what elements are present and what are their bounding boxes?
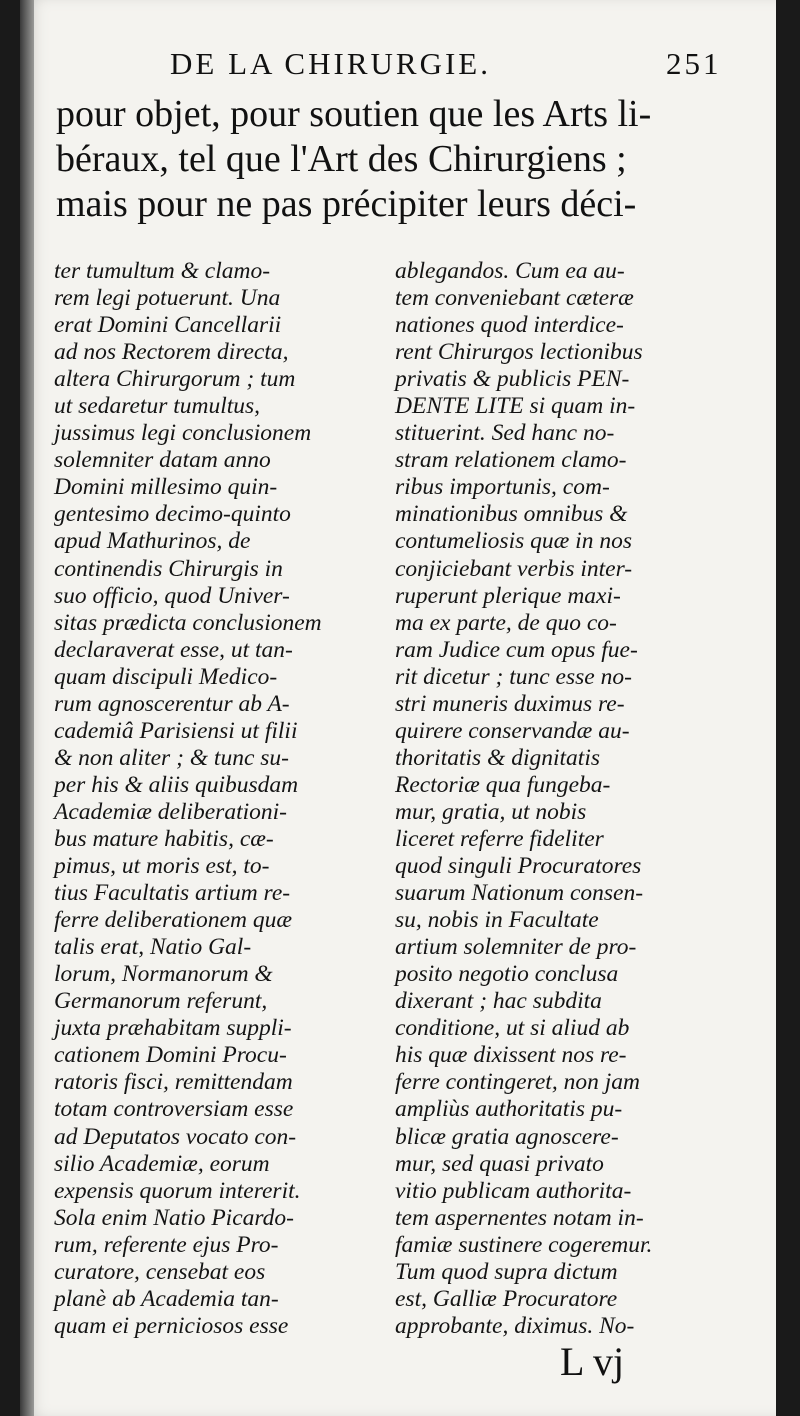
column-line: totam controversiam esse bbox=[54, 1096, 294, 1123]
column-line: altera Chirurgorum ; tum bbox=[54, 366, 296, 393]
column-line: Tum quod supra dictum bbox=[395, 1258, 618, 1285]
text-line: mais pour ne pas précipiter leurs déci- bbox=[56, 183, 637, 225]
column-line: ferre contingeret, non jam bbox=[395, 1069, 640, 1096]
column-line: ferre deliberationem quæ bbox=[54, 907, 293, 934]
column-line: Academiæ deliberationi- bbox=[54, 798, 287, 825]
column-line: blicæ gratia agnoscere- bbox=[395, 1123, 619, 1150]
column-line: rit dicetur ; tunc esse no- bbox=[395, 663, 632, 690]
column-line: curatore, censebat eos bbox=[54, 1258, 266, 1285]
column-line: jussimus legi conclusionem bbox=[54, 420, 312, 447]
column-line: apud Mathurinos, de bbox=[54, 528, 251, 555]
column-line: DENTE LITE si quam in- bbox=[395, 393, 636, 420]
column-line: & non aliter ; & tunc su- bbox=[54, 744, 289, 771]
column-line: cationem Domini Procu- bbox=[54, 1042, 287, 1069]
running-head-title: DE LA CHIRURGIE. bbox=[170, 46, 491, 81]
column-line: quod singuli Procuratores bbox=[395, 853, 642, 880]
column-line: mur, sed quasi privato bbox=[395, 1150, 604, 1177]
column-line: liceret referre fideliter bbox=[395, 825, 604, 852]
column-line: artium solemniter de pro- bbox=[395, 934, 637, 961]
column-line: tem conveniebant cæteræ bbox=[395, 285, 634, 312]
column-line: planè ab Academia tan- bbox=[54, 1285, 279, 1312]
column-line: declaraverat esse, ut tan- bbox=[54, 636, 293, 663]
column-line: quam ei perniciosos esse bbox=[54, 1312, 289, 1339]
column-line: continendis Chirurgis in bbox=[54, 555, 283, 582]
column-line: rum, referente ejus Pro- bbox=[54, 1231, 279, 1258]
column-line: ruperunt plerique maxi- bbox=[395, 582, 621, 609]
column-line: tius Facultatis artium re- bbox=[54, 880, 291, 907]
column-line: vitio publicam authorita- bbox=[395, 1177, 632, 1204]
column-line: silio Academiæ, eorum bbox=[54, 1150, 270, 1177]
column-line: posito negotio conclusa bbox=[395, 961, 619, 988]
column-line: Domini millesimo quin- bbox=[54, 474, 278, 501]
column-line: suo officio, quod Univer- bbox=[54, 582, 290, 609]
column-line: conditione, ut si aliud ab bbox=[395, 1015, 630, 1042]
column-line: rem legi potuerunt. Una bbox=[54, 285, 281, 312]
left-text-column bbox=[54, 258, 376, 1340]
column-line: stituerint. Sed hanc no- bbox=[395, 420, 615, 447]
column-line: ad Deputatos vocato con- bbox=[54, 1123, 297, 1150]
column-line: quam discipuli Medico- bbox=[54, 663, 278, 690]
column-line: est, Galliæ Procuratore bbox=[395, 1285, 618, 1312]
column-line: Rectoriæ qua fungeba- bbox=[395, 771, 611, 798]
column-line: privatis & publicis PEN- bbox=[395, 366, 630, 393]
column-line: ram Judice cum opus fue- bbox=[395, 636, 638, 663]
column-line: ut sedaretur tumultus, bbox=[54, 393, 261, 420]
column-line: dixerant ; hac subdita bbox=[395, 988, 602, 1015]
column-line: stram relationem clamo- bbox=[395, 447, 627, 474]
column-line: pimus, ut moris est, to- bbox=[54, 853, 270, 880]
column-line: per his & aliis quibusdam bbox=[54, 771, 299, 798]
column-line: his quæ dixissent nos re- bbox=[395, 1042, 627, 1069]
column-line: ampliùs authoritatis pu- bbox=[395, 1096, 623, 1123]
column-line: ribus importunis, com- bbox=[395, 474, 610, 501]
column-line: mur, gratia, ut nobis bbox=[395, 798, 587, 825]
page-number: 251 bbox=[666, 46, 722, 81]
column-line: Germanorum referunt, bbox=[54, 988, 268, 1015]
column-line: famiæ sustinere cogeremur. bbox=[395, 1231, 653, 1258]
column-line: stri muneris duximus re- bbox=[395, 690, 625, 717]
column-line: solemniter datam anno bbox=[54, 447, 271, 474]
text-line: pour objet, pour soutien que les Arts li- bbox=[56, 93, 652, 135]
column-line: minationibus omnibus & bbox=[395, 501, 628, 528]
column-line: su, nobis in Facultate bbox=[395, 907, 599, 934]
column-line: ablegandos. Cum ea au- bbox=[395, 258, 625, 284]
column-line: cademiâ Parisiensi ut filii bbox=[54, 717, 298, 744]
right-text-column bbox=[395, 258, 735, 1340]
column-line: expensis quorum intererit. bbox=[54, 1177, 301, 1204]
column-line: Sola enim Natio Picardo- bbox=[54, 1204, 294, 1231]
column-line: contumeliosis quæ in nos bbox=[395, 528, 632, 555]
column-line: sitas prædicta conclusionem bbox=[54, 609, 322, 636]
column-line: approbante, diximus. No- bbox=[395, 1312, 635, 1339]
column-line: juxta præhabitam suppli- bbox=[54, 1015, 292, 1042]
text-line: béraux, tel que l'Art des Chirurgiens ; bbox=[56, 138, 627, 180]
column-line: rum agnoscerentur ab A- bbox=[54, 690, 290, 717]
column-line: rent Chirurgos lectionibus bbox=[395, 339, 643, 366]
running-head bbox=[170, 46, 730, 82]
column-line: suarum Nationum consen- bbox=[395, 880, 644, 907]
column-line: talis erat, Natio Gal- bbox=[54, 934, 252, 961]
column-line: ter tumultum & clamo- bbox=[54, 258, 271, 284]
column-line: thoritatis & dignitatis bbox=[395, 744, 601, 771]
column-line: quirere conservandæ au- bbox=[395, 717, 630, 744]
column-line: gentesimo decimo-quinto bbox=[54, 501, 291, 528]
column-line: nationes quod interdice- bbox=[395, 312, 624, 339]
column-line: ratoris fisci, remittendam bbox=[54, 1069, 293, 1096]
column-line: tem aspernentes notam in- bbox=[395, 1204, 644, 1231]
column-line: ma ex parte, de quo co- bbox=[395, 609, 617, 636]
signature-mark: L vj bbox=[560, 1339, 625, 1384]
column-line: lorum, Normanorum & bbox=[54, 961, 273, 988]
book-page bbox=[20, 0, 776, 1416]
column-line: erat Domini Cancellarii bbox=[54, 312, 282, 339]
column-line: conjiciebant verbis inter- bbox=[395, 555, 633, 582]
page-binding-shadow bbox=[20, 0, 34, 1416]
column-line: bus mature habitis, cæ- bbox=[54, 825, 274, 852]
column-line: ad nos Rectorem directa, bbox=[54, 339, 289, 366]
full-width-text-block bbox=[56, 92, 736, 227]
